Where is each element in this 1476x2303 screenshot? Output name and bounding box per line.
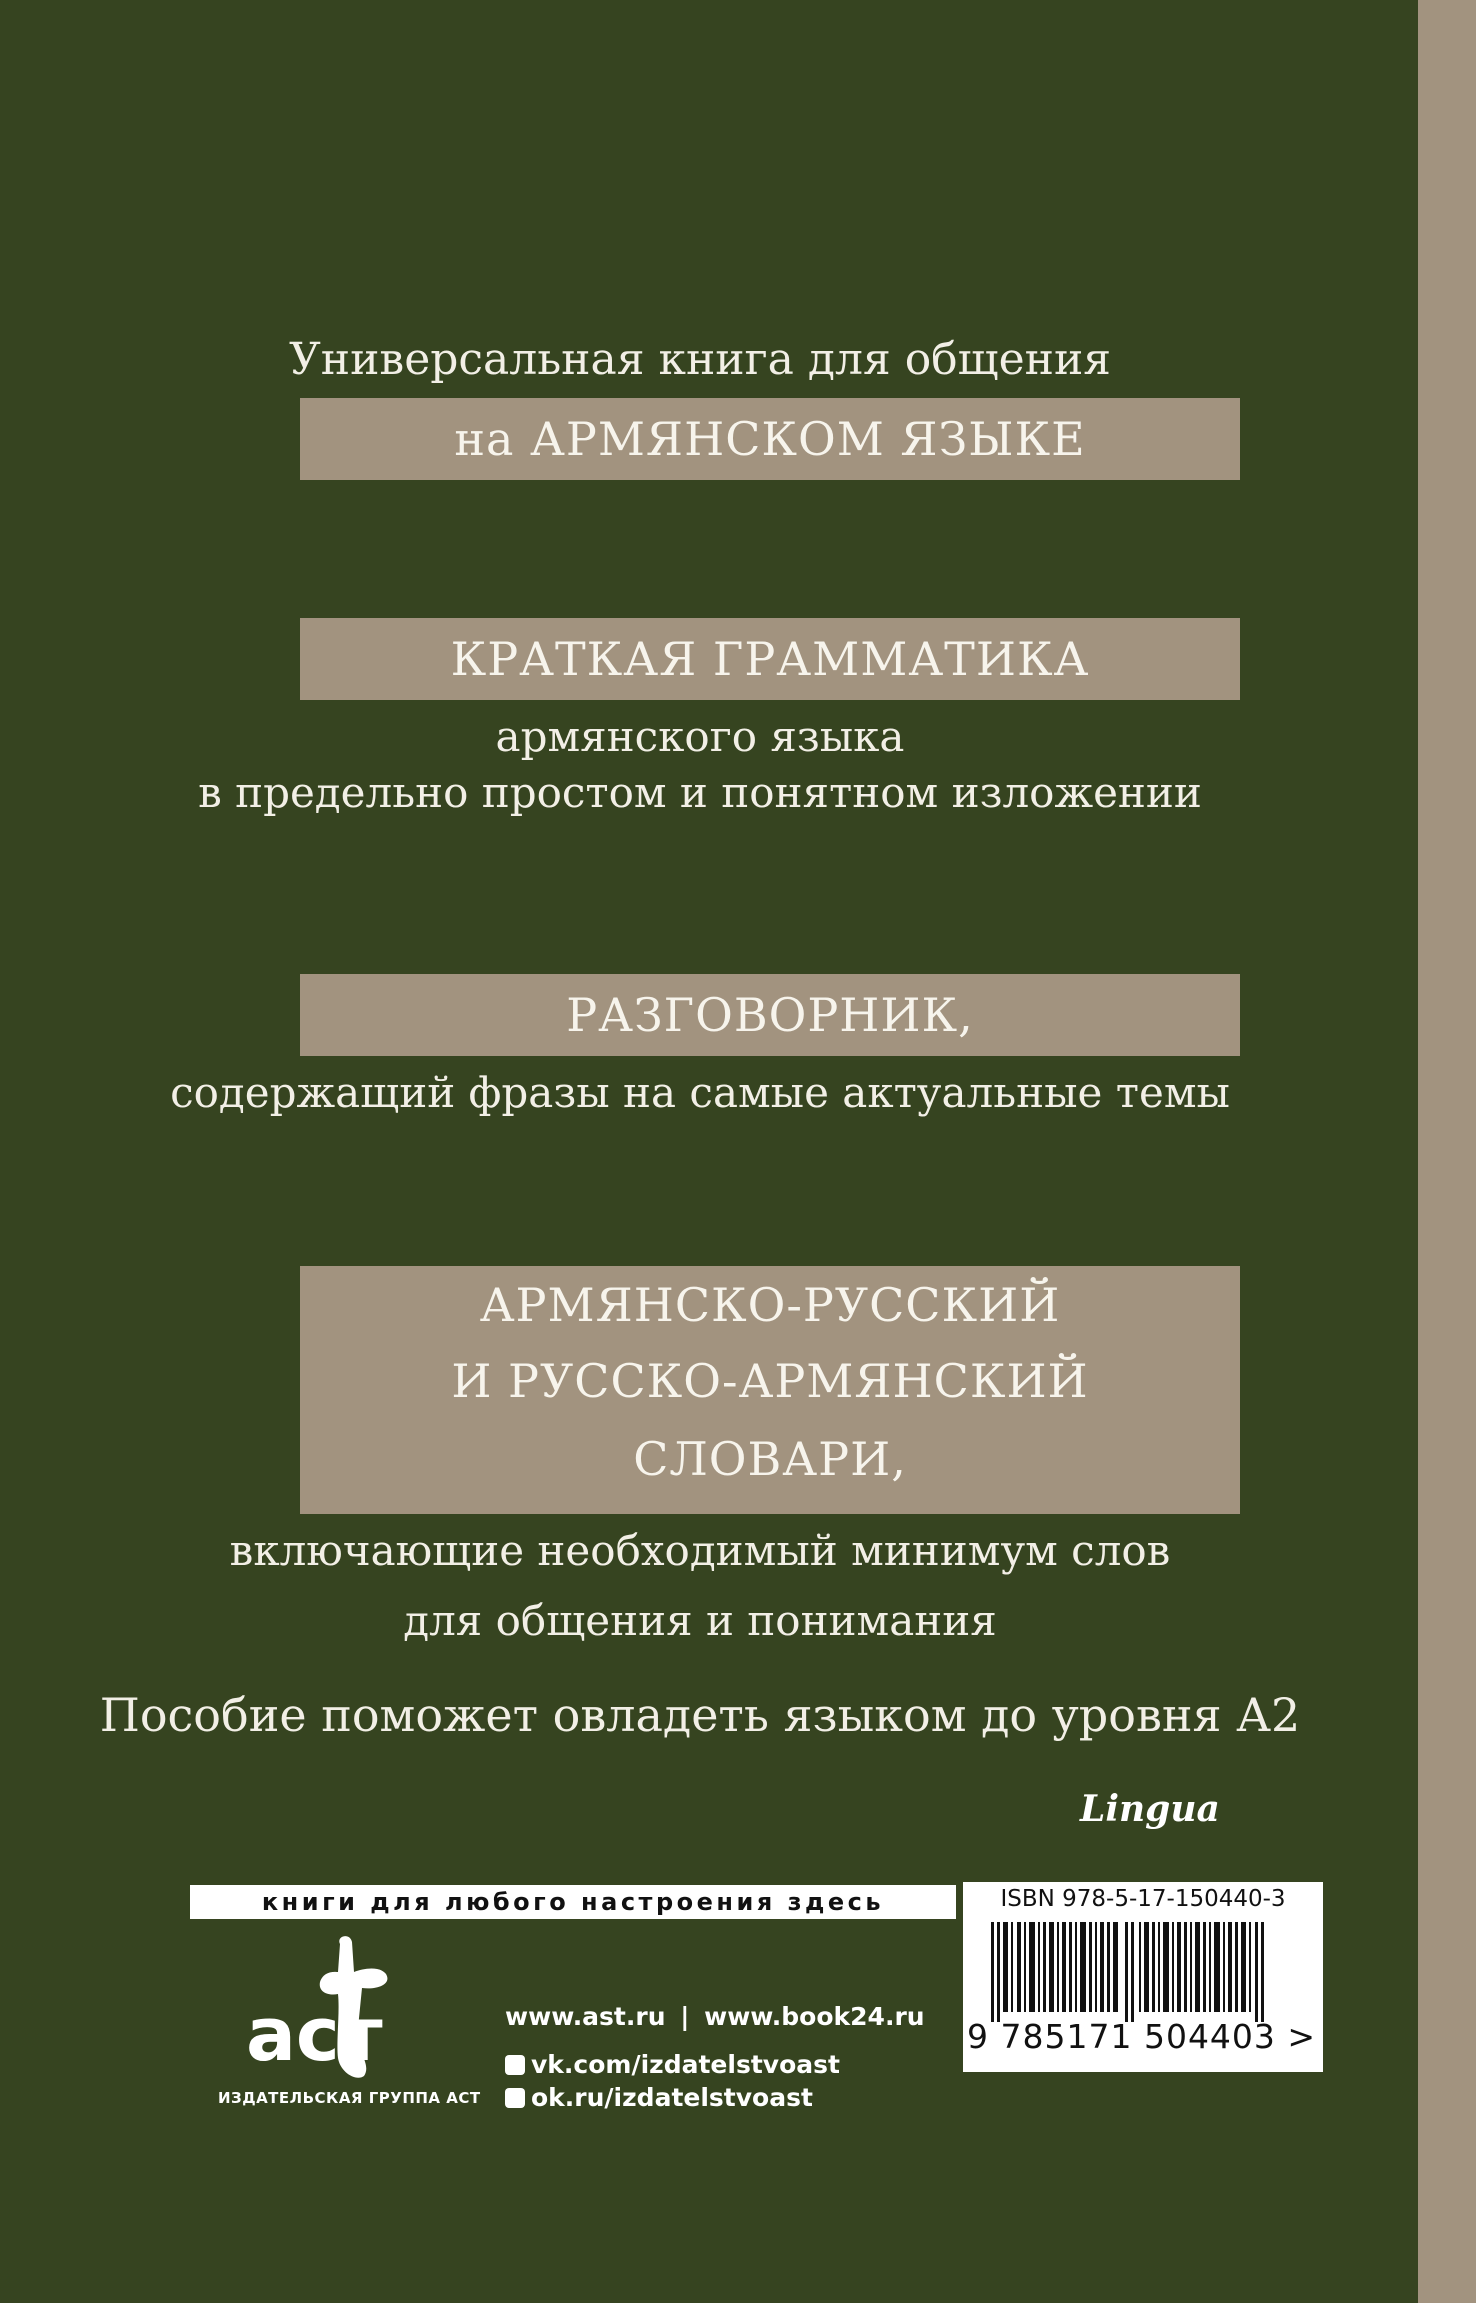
grammar-line-2: в предельно простом и понятном изложении: [198, 768, 1202, 817]
grammar-line-1: армянского языка: [495, 712, 905, 761]
dictionary-line-1: включающие необходимый минимум слов: [229, 1526, 1171, 1575]
book24-site-link[interactable]: www.book24.ru: [704, 2002, 925, 2031]
phrasebook-band: [300, 974, 1240, 1056]
intro-line: Универсальная книга для общения: [288, 334, 1112, 385]
ast-site-link[interactable]: www.ast.ru: [505, 2002, 666, 2031]
odnoklassniki-icon: [505, 2088, 525, 2108]
vk-link-row[interactable]: [505, 2050, 840, 2079]
dictionary-band-line-1: АРМЯНСКО-РУССКИЙ: [479, 1278, 1061, 1332]
website-links: [505, 2002, 925, 2031]
publisher-caption: ИЗДАТЕЛЬСКАЯ ГРУППА АСТ: [218, 2089, 481, 2107]
link-separator: |: [680, 2002, 690, 2031]
dictionary-band-line-2: И РУССКО-АРМЯНСКИЙ: [451, 1354, 1089, 1408]
barcode-digits: 9 785171 504403 >: [967, 2017, 1317, 2056]
lingua-imprint-logo: Lingua: [1080, 1788, 1220, 1830]
spine-strip: [1418, 0, 1476, 2303]
level-statement: Пособие поможет овладеть языком до уровня А2: [99, 1688, 1301, 1742]
dictionary-line-2: для общения и понимания: [403, 1596, 997, 1645]
grammar-band: [300, 618, 1240, 700]
grammar-band-text: КРАТКАЯ ГРАММАТИКА: [450, 632, 1090, 686]
vk-icon: [505, 2055, 525, 2075]
ast-logo-icon: [240, 1932, 410, 2082]
ok-link-row[interactable]: [505, 2083, 813, 2112]
svg-text:аст: аст: [246, 1992, 383, 2078]
isbn-text: ISBN 978-5-17-150440-3: [1000, 1886, 1286, 1912]
barcode-box: [963, 1882, 1323, 2072]
dictionary-band: [300, 1266, 1240, 1514]
barcode-icon: [991, 1922, 1291, 2022]
phrasebook-line: содержащий фразы на самые актуальные темы: [170, 1068, 1230, 1117]
vk-link[interactable]: vk.com/izdatelstvoast: [531, 2050, 840, 2079]
ok-link[interactable]: ok.ru/izdatelstvoast: [531, 2083, 813, 2112]
phrasebook-band-text: РАЗГОВОРНИК,: [566, 988, 974, 1042]
dictionary-band-line-3: СЛОВАРИ,: [633, 1432, 907, 1486]
tagline-bar: книги для любого настроения здесь: [190, 1885, 956, 1919]
intro-band-text: на АРМЯНСКОМ ЯЗЫКЕ: [454, 412, 1086, 466]
intro-band: [300, 398, 1240, 480]
